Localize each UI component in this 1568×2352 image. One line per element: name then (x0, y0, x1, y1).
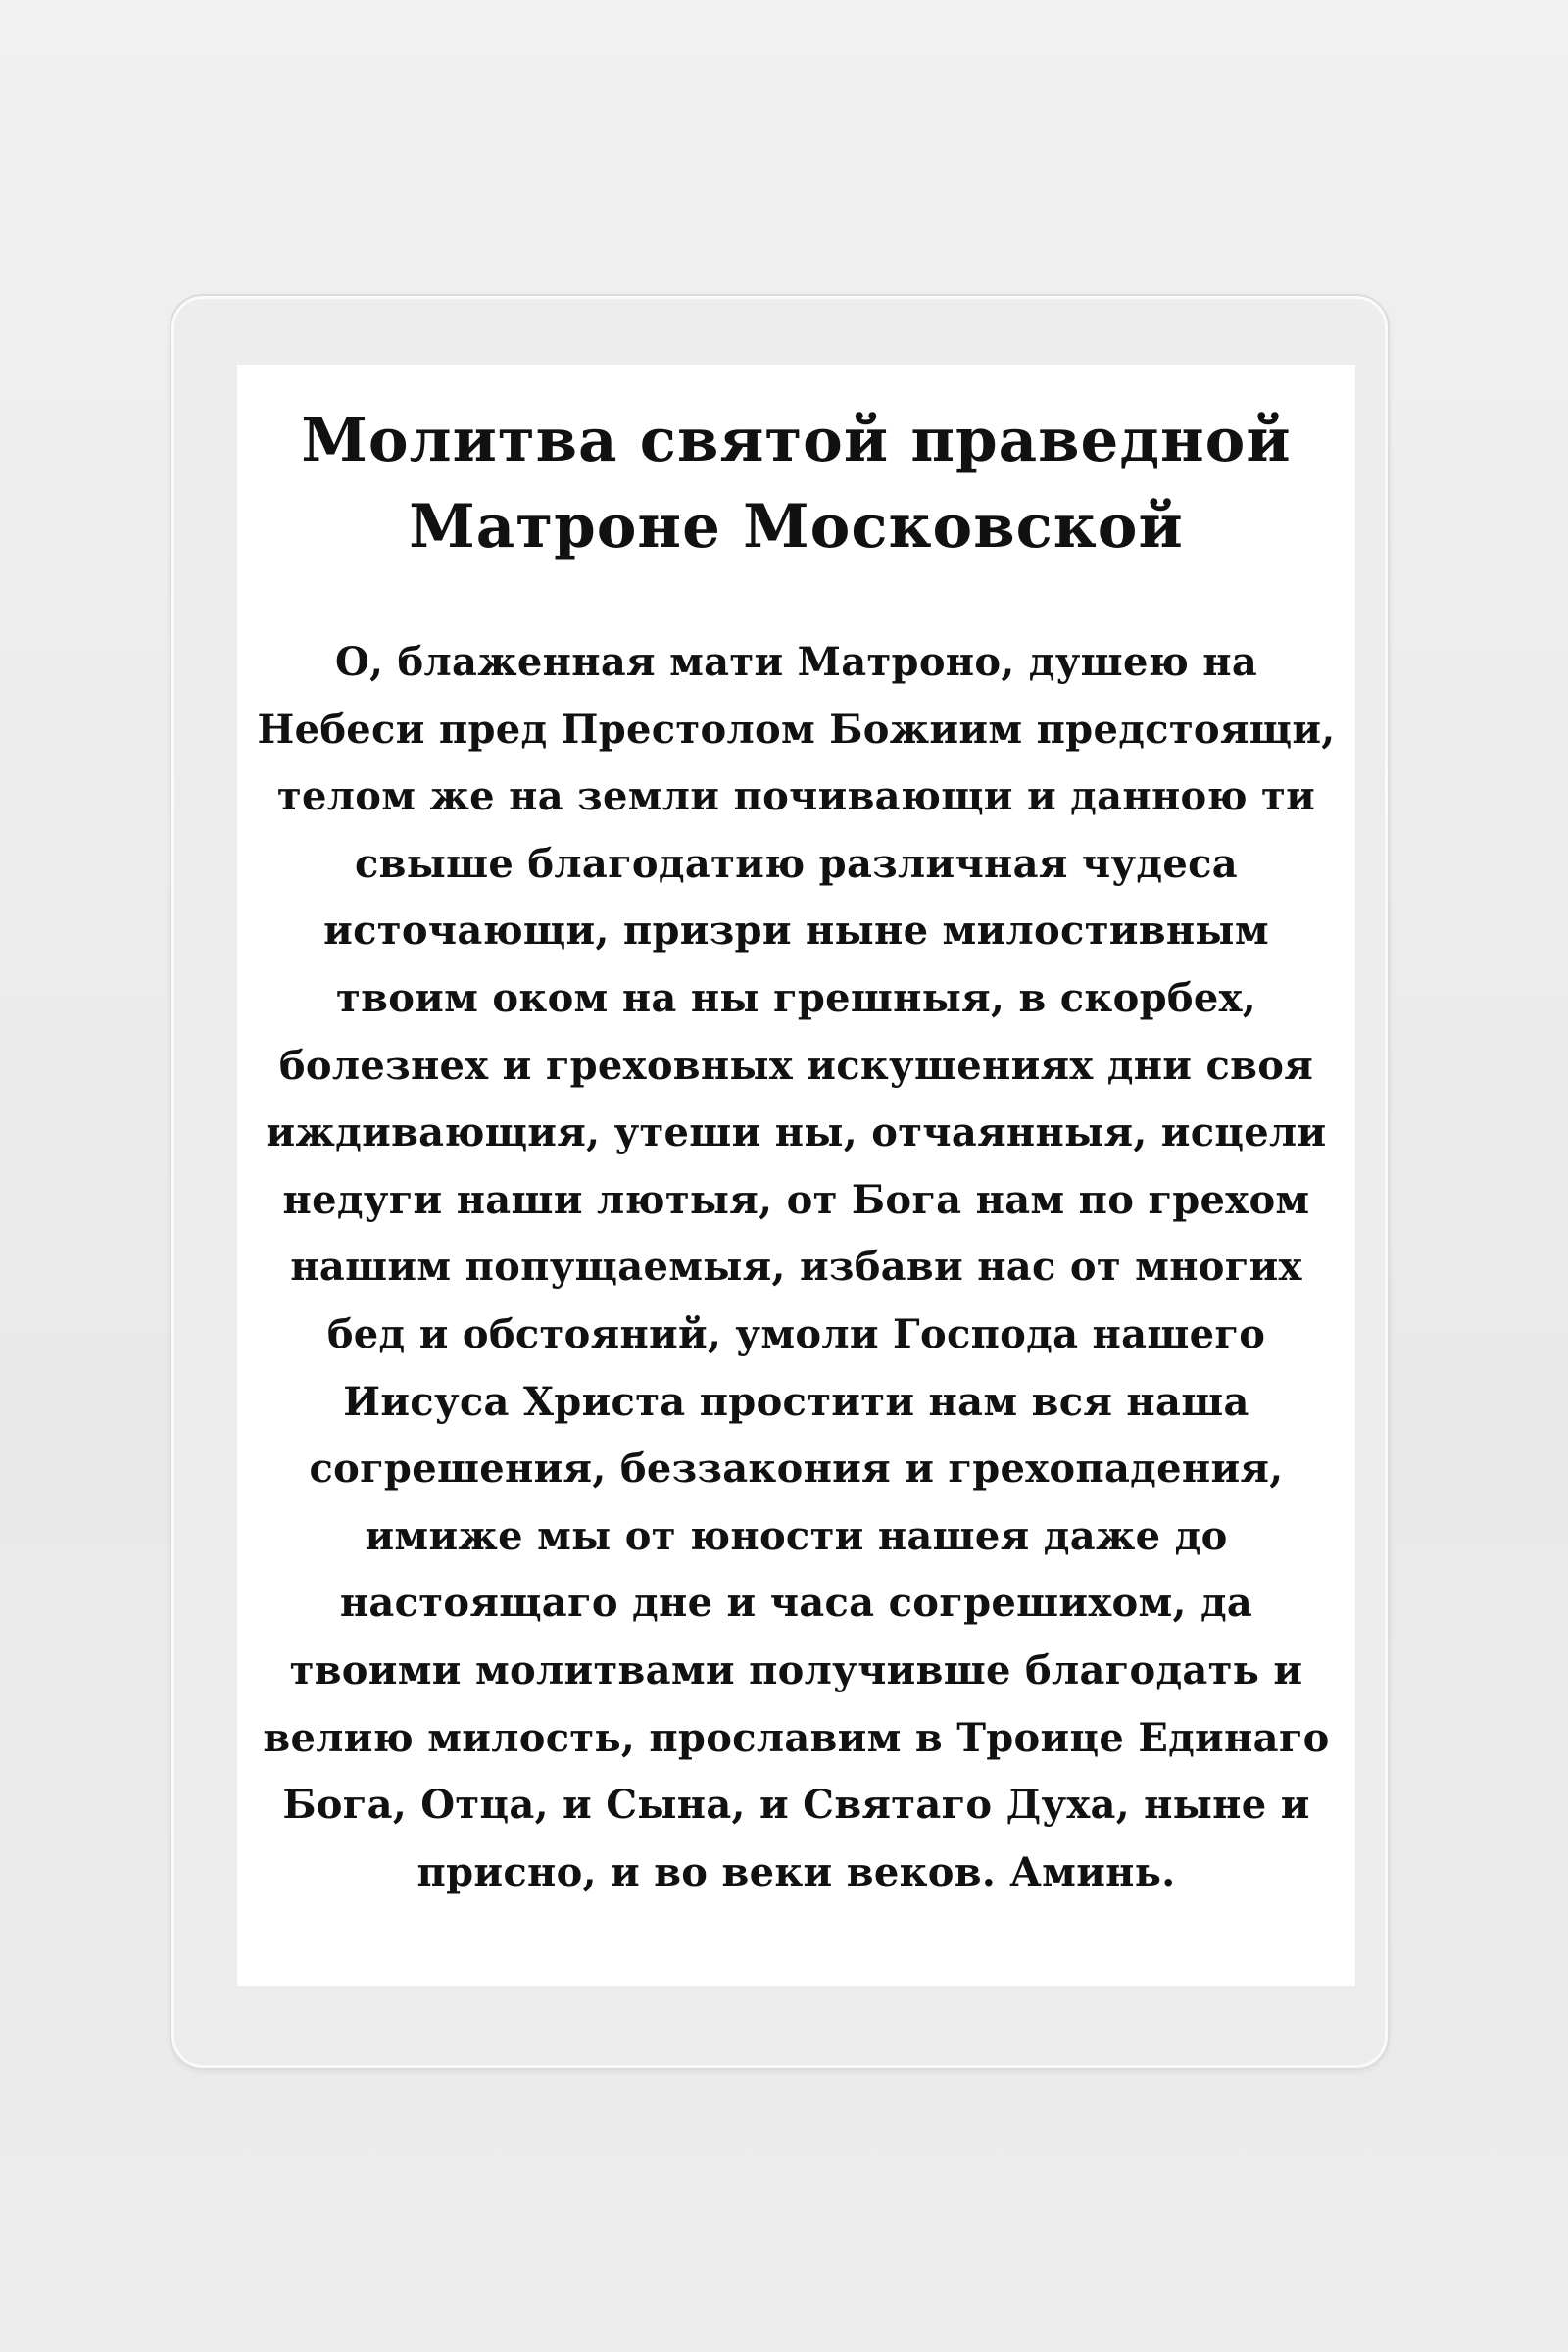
prayer-line: Иисуса Христа простити нам вся наша (343, 1378, 1250, 1425)
prayer-text (257, 629, 1336, 1906)
prayer-line: присно, и во веки веков. Аминь. (416, 1848, 1176, 1895)
prayer-line: телом же на земли почивающи и данною ти (276, 773, 1316, 820)
prayer-line: иждивающия, утеши ны, отчаянныя, исцели (266, 1109, 1327, 1156)
prayer-line: имиже мы от юности нашея даже до (365, 1512, 1228, 1559)
prayer-line: О, блаженная мати Матроно, душею на (334, 639, 1258, 685)
prayer-line: болезнех и греховных искушениях дни своя (278, 1042, 1314, 1089)
prayer-line: согрешения, беззакония и грехопадения, (309, 1446, 1284, 1493)
prayer-line: твоим оком на ны грешныя, в скорбех, (336, 974, 1256, 1021)
prayer-line: Бога, Отца, и Сына, и Святаго Духа, ныне и (282, 1782, 1310, 1829)
prayer-line: источающи, призри ныне милостивным (323, 907, 1269, 955)
prayer-line: свыше благодатию различная чудеса (355, 840, 1238, 887)
prayer-card (237, 365, 1355, 1986)
card-title-line: Матроне Московской (409, 492, 1184, 562)
prayer-line: Небеси пред Престолом Божиим предстоящи, (257, 706, 1336, 753)
prayer-line: недуги наши лютыя, от Бога нам по грехом (282, 1176, 1310, 1223)
card-title-line: Молитва святой праведной (301, 406, 1292, 475)
prayer-line: твоими молитвами получивше благодать и (289, 1646, 1303, 1693)
card-title (257, 398, 1336, 570)
prayer-line: нашим попущаемыя, избави нас от многих (290, 1244, 1302, 1291)
prayer-line: бед и обстояний, умоли Господа нашего (326, 1310, 1266, 1357)
prayer-line: велию милость, прославим в Троице Единаго (263, 1714, 1330, 1761)
prayer-line: настоящаго дне и часа согрешихом, да (339, 1580, 1253, 1627)
